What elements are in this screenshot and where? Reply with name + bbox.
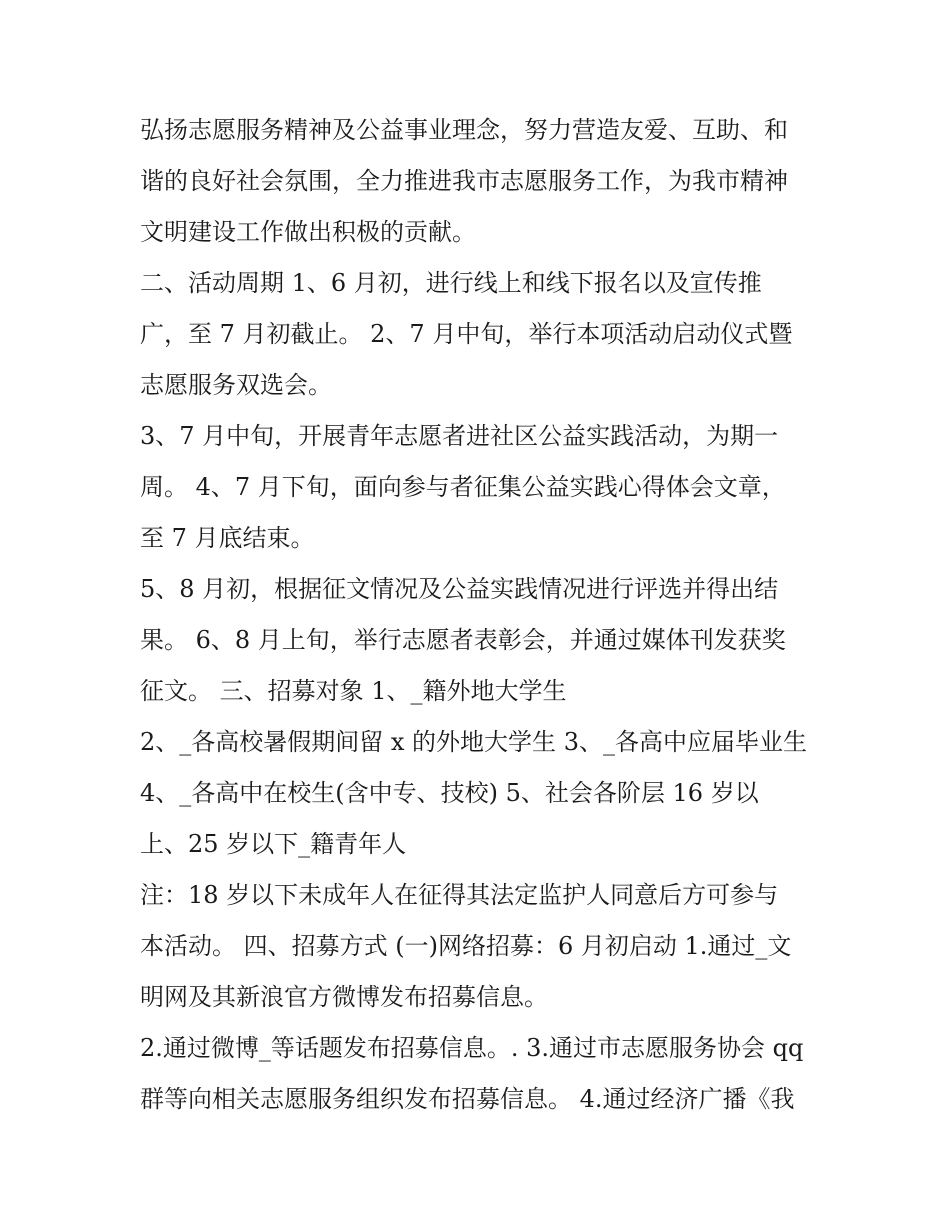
- document-body: [140, 108, 830, 1128]
- text-line: 至 7 月底结束。: [140, 524, 315, 552]
- text-line: 二、活动周期 1、6 月初，进行线上和线下报名以及宣传推: [140, 269, 762, 297]
- text-line: 3、7 月中旬，开展青年志愿者进社区公益实践活动，为期一: [140, 422, 779, 450]
- text-line: 群等向相关志愿服务组织发布招募信息。 4.通过经济广播《我: [140, 1085, 795, 1113]
- text-line: 上、25 岁以下_籍青年人: [140, 830, 407, 858]
- text-line: 文明建设工作做出积极的贡献。: [140, 218, 476, 246]
- text-line: 5、8 月初，根据征文情况及公益实践情况进行评选并得出结: [140, 575, 779, 603]
- text-line: 2、_各高校暑假期间留 x 的外地大学生 3、_各高中应届毕业生: [140, 728, 807, 756]
- text-line: 征文。 三、招募对象 1、_籍外地大学生: [140, 677, 567, 705]
- text-line: 注：18 岁以下未成年人在征得其法定监护人同意后方可参与: [140, 881, 779, 909]
- text-line: 果。 6、8 月上旬，举行志愿者表彰会，并通过媒体刊发获奖: [140, 626, 786, 654]
- text-line: 本活动。 四、招募方式 (一)网络招募：6 月初启动 1.通过_文: [140, 932, 792, 960]
- text-line: 2.通过微博_等话题发布招募信息。. 3.通过市志愿服务协会 qq: [140, 1034, 804, 1062]
- text-line: 明网及其新浪官方微博发布招募信息。: [140, 983, 548, 1011]
- text-line: 弘扬志愿服务精神及公益事业理念，努力营造友爱、互助、和: [140, 116, 788, 144]
- text-line: 4、_各高中在校生(含中专、技校) 5、社会各阶层 16 岁以: [140, 779, 759, 807]
- text-line: 志愿服务双选会。: [140, 371, 332, 399]
- text-line: 谐的良好社会氛围，全力推进我市志愿服务工作，为我市精神: [140, 167, 788, 195]
- text-line: 周。 4、7 月下旬，面向参与者征集公益实践心得体会文章，: [140, 473, 786, 501]
- text-line: 广，至 7 月初截止。 2、7 月中旬，举行本项活动启动仪式暨: [140, 320, 793, 348]
